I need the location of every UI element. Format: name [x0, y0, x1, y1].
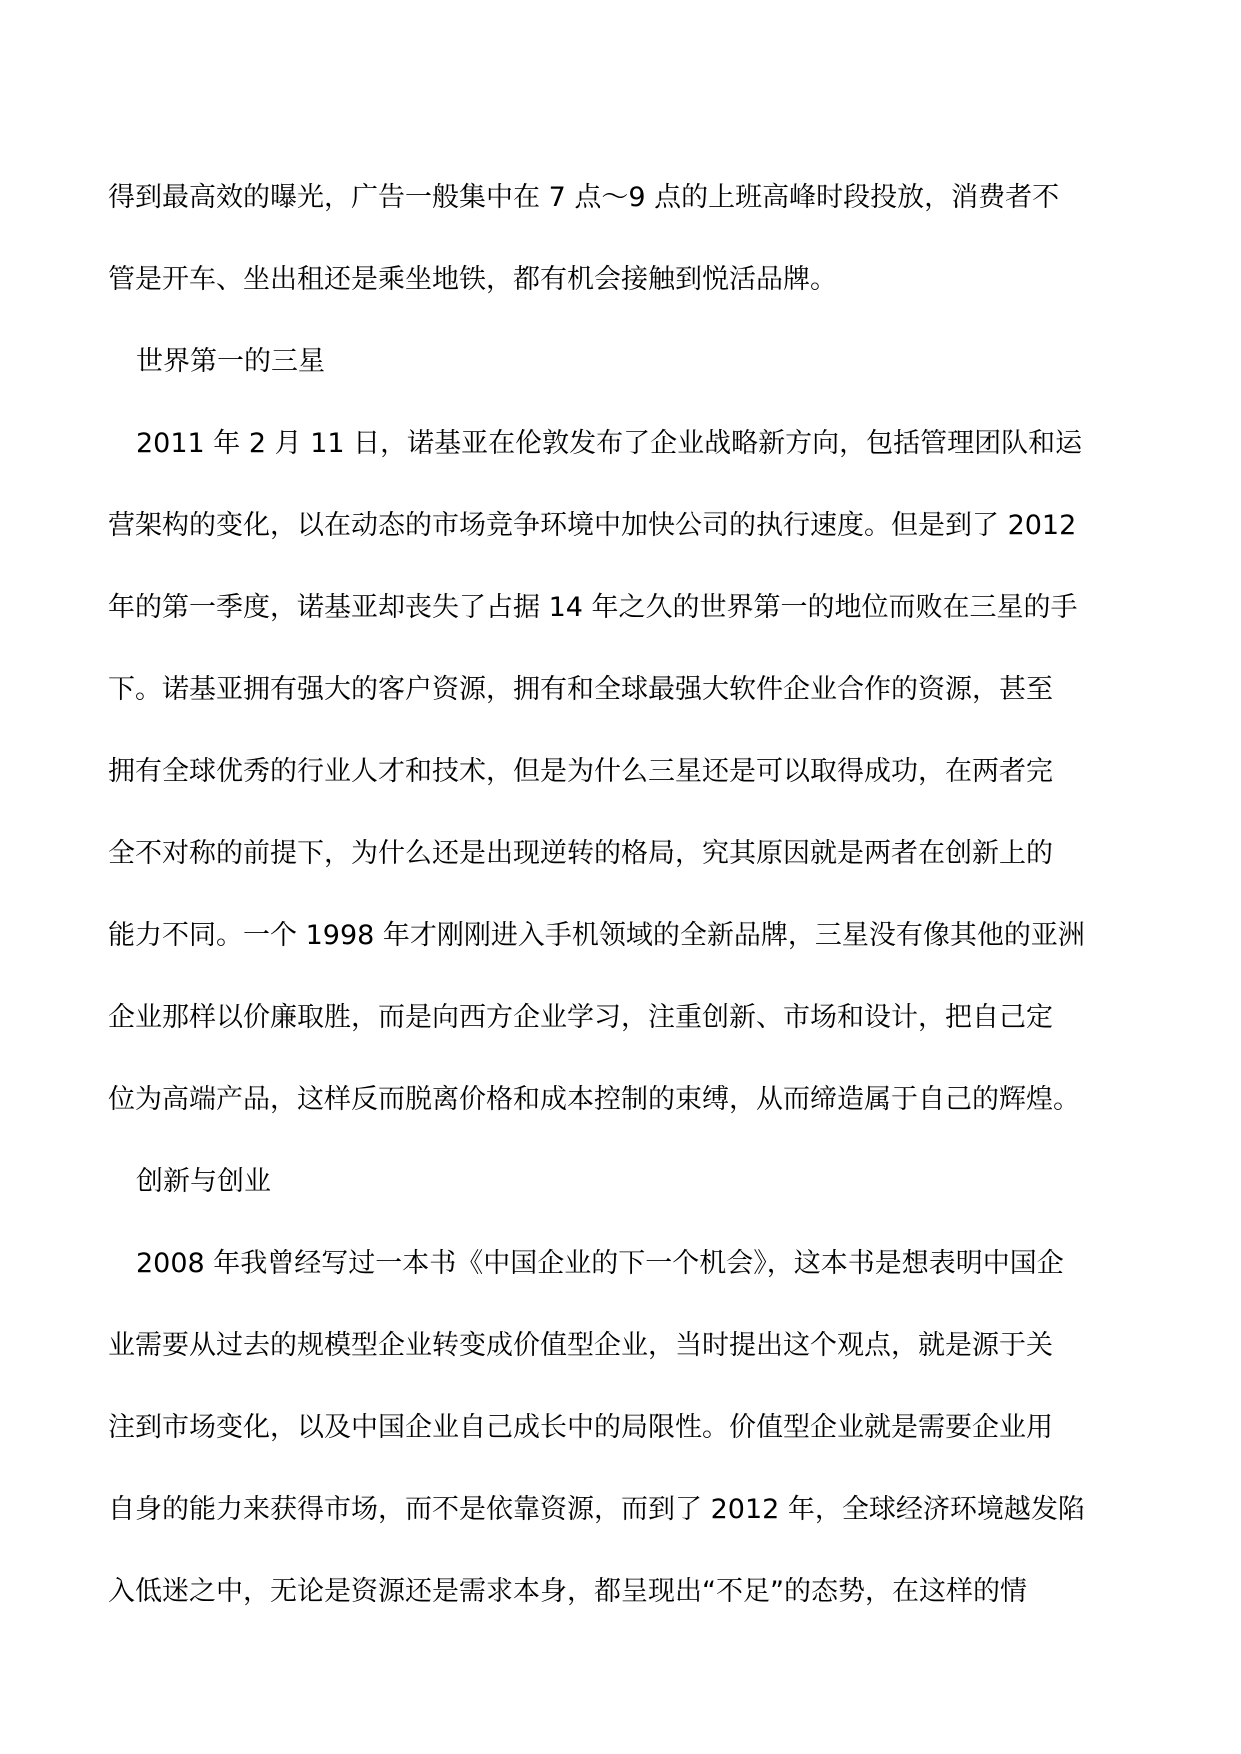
text-line: 入低迷之中，无论是资源还是需求本身，都呈现出“不足”的态势，在这样的情: [108, 1576, 1027, 1607]
section-heading-innovation: 创新与创业: [136, 1166, 271, 1197]
text-line: 年的第一季度，诺基亚却丧失了占据 14 年之久的世界第一的地位而败在三星的手: [108, 592, 1078, 623]
text-line: 拥有全球优秀的行业人才和技术，但是为什么三星还是可以取得成功，在两者完: [108, 756, 1053, 787]
text-line: 能力不同。一个 1998 年才刚刚进入手机领域的全新品牌，三星没有像其他的亚洲: [108, 920, 1085, 951]
text-line: 注到市场变化，以及中国企业自己成长中的局限性。价值型企业就是需要企业用: [108, 1412, 1053, 1443]
text-line: 下。诺基亚拥有强大的客户资源，拥有和全球最强大软件企业合作的资源，甚至: [108, 674, 1053, 705]
text-line: 位为高端产品，这样反而脱离价格和成本控制的束缚，从而缔造属于自己的辉煌。: [108, 1084, 1080, 1115]
section-heading-samsung: 世界第一的三星: [136, 346, 325, 377]
text-line: 业需要从过去的规模型企业转变成价值型企业，当时提出这个观点，就是源于关: [108, 1330, 1053, 1361]
text-line: 企业那样以价廉取胜，而是向西方企业学习，注重创新、市场和设计，把自己定: [108, 1002, 1053, 1033]
paragraph-start: 2011 年 2 月 11 日，诺基亚在伦敦发布了企业战略新方向，包括管理团队和运: [136, 428, 1083, 459]
paragraph-start: 2008 年我曾经写过一本书《中国企业的下一个机会》，这本书是想表明中国企: [136, 1248, 1064, 1279]
text-line: 管是开车、坐出租还是乘坐地铁，都有机会接触到悦活品牌。: [108, 264, 837, 295]
text-line: 自身的能力来获得市场，而不是依靠资源，而到了 2012 年，全球经济环境越发陷: [108, 1494, 1085, 1525]
text-line: 营架构的变化，以在动态的市场竞争环境中加快公司的执行速度。但是到了 2012: [108, 510, 1077, 541]
text-line: 得到最高效的曝光，广告一般集中在 7 点～9 点的上班高峰时段投放，消费者不: [108, 182, 1060, 213]
text-line: 全不对称的前提下，为什么还是出现逆转的格局，究其原因就是两者在创新上的: [108, 838, 1053, 869]
document-body: [108, 157, 1138, 1633]
